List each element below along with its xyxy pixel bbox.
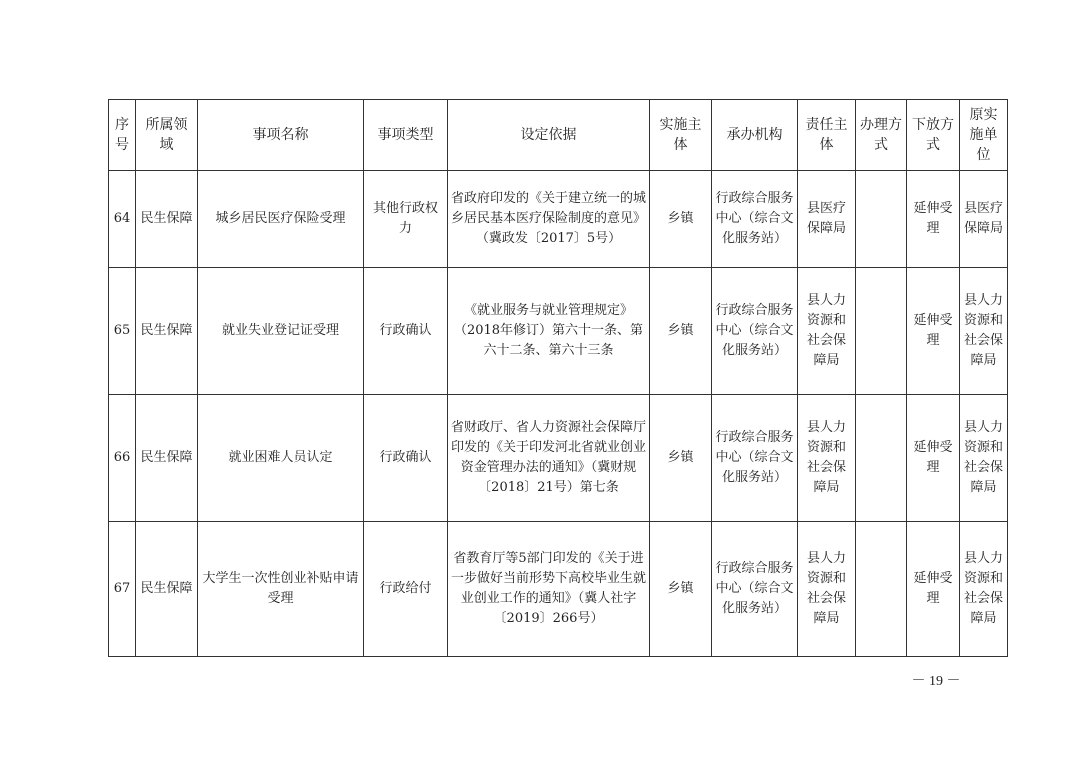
header-seq: 序号 [109,100,136,171]
header-method: 办理方式 [856,100,907,171]
cell-domain: 民生保障 [136,395,198,522]
cell-seq: 67 [109,522,136,657]
header-basis: 设定依据 [448,100,650,171]
cell-method [856,522,907,657]
cell-basis: 《就业服务与就业管理规定》（2018年修订）第六十一条、第六十二条、第六十三条 [448,268,650,395]
cell-org: 行政综合服务中心（综合文化服务站） [712,268,798,395]
cell-resp: 县人力资源和社会保障局 [798,522,856,657]
header-domain: 所属领域 [136,100,198,171]
cell-domain: 民生保障 [136,522,198,657]
cell-delegate: 延伸受理 [907,171,960,268]
cell-type: 行政给付 [364,522,448,657]
header-org: 承办机构 [712,100,798,171]
items-table [108,99,1008,657]
cell-impl: 乡镇 [650,522,712,657]
cell-delegate: 延伸受理 [907,268,960,395]
cell-type: 行政确认 [364,268,448,395]
table-row [109,268,1008,395]
cell-orig: 县人力资源和社会保障局 [960,522,1008,657]
cell-seq: 66 [109,395,136,522]
cell-type: 行政确认 [364,395,448,522]
page-number: － 19 － [911,674,961,689]
cell-impl: 乡镇 [650,268,712,395]
cell-orig: 县人力资源和社会保障局 [960,395,1008,522]
header-orig: 原实施单位 [960,100,1008,171]
table-row [109,395,1008,522]
cell-name: 大学生一次性创业补贴申请受理 [198,522,364,657]
cell-resp: 县人力资源和社会保障局 [798,268,856,395]
cell-impl: 乡镇 [650,171,712,268]
cell-method [856,171,907,268]
cell-orig: 县人力资源和社会保障局 [960,268,1008,395]
cell-seq: 65 [109,268,136,395]
cell-seq: 64 [109,171,136,268]
header-name: 事项名称 [198,100,364,171]
cell-org: 行政综合服务中心（综合文化服务站） [712,171,798,268]
table-header-row [109,100,1008,171]
cell-org: 行政综合服务中心（综合文化服务站） [712,395,798,522]
table-row [109,522,1008,657]
cell-orig: 县医疗保障局 [960,171,1008,268]
cell-org: 行政综合服务中心（综合文化服务站） [712,522,798,657]
header-impl: 实施主体 [650,100,712,171]
cell-domain: 民生保障 [136,171,198,268]
header-resp: 责任主体 [798,100,856,171]
cell-method [856,395,907,522]
cell-name: 就业失业登记证受理 [198,268,364,395]
cell-basis: 省财政厅、省人力资源社会保障厅印发的《关于印发河北省就业创业资金管理办法的通知》（冀财规〔2018〕21号）第七条 [448,395,650,522]
cell-method [856,268,907,395]
cell-basis: 省政府印发的《关于建立统一的城乡居民基本医疗保险制度的意见》（冀政发〔2017〕5号） [448,171,650,268]
cell-name: 城乡居民医疗保险受理 [198,171,364,268]
cell-delegate: 延伸受理 [907,395,960,522]
header-type: 事项类型 [364,100,448,171]
cell-impl: 乡镇 [650,395,712,522]
cell-resp: 县人力资源和社会保障局 [798,395,856,522]
cell-domain: 民生保障 [136,268,198,395]
cell-basis: 省教育厅等5部门印发的《关于进一步做好当前形势下高校毕业生就业创业工作的通知》（冀人社字〔2019〕266号） [448,522,650,657]
table-row [109,171,1008,268]
header-delegate: 下放方式 [907,100,960,171]
cell-delegate: 延伸受理 [907,522,960,657]
cell-type: 其他行政权力 [364,171,448,268]
cell-resp: 县医疗保障局 [798,171,856,268]
cell-name: 就业困难人员认定 [198,395,364,522]
